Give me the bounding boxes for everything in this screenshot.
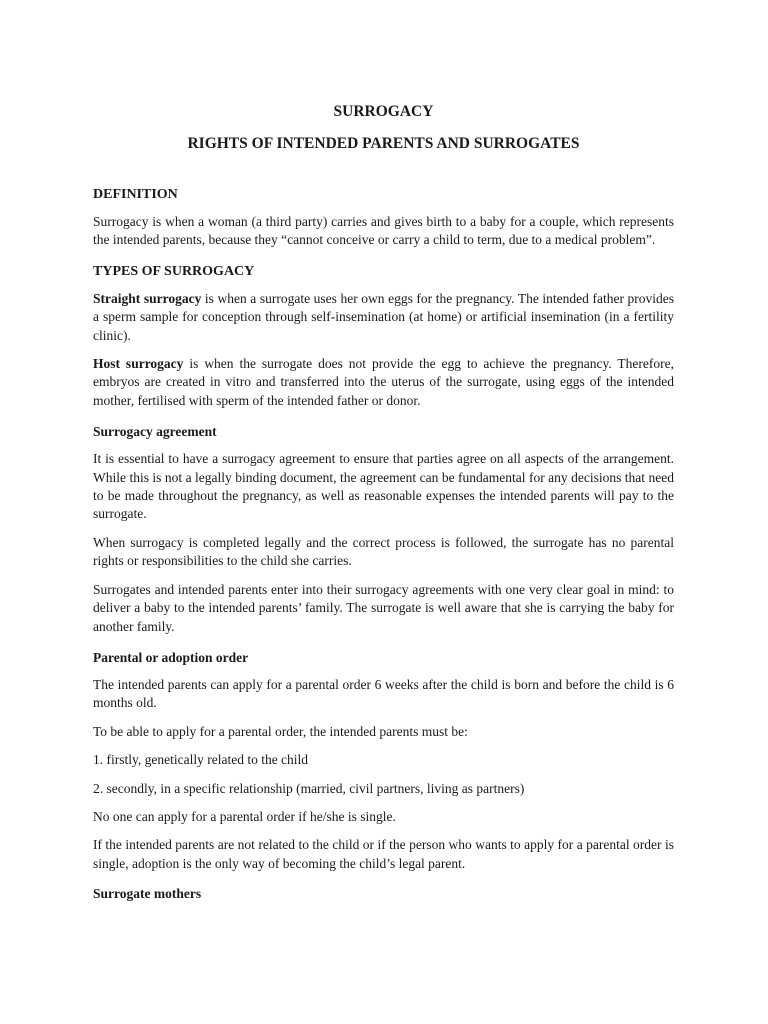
order-list-item-2: 2. secondly, in a specific relationship (married, civil partners, living as partners) xyxy=(93,780,525,796)
agreement-paragraph-3: Surrogates and intended parents enter into their surrogacy agreements with one very clear goal in mind: to deliver a baby to the intended parents’ family. The surrogate is well aware that she is carrying the baby for another family. xyxy=(93,581,674,634)
host-surrogacy-term: Host surrogacy xyxy=(93,356,184,372)
host-surrogacy-text: is when the surrogate does not provide the egg to achieve the pregnancy. Therefore, embryos are created in vitro and transferred into the uterus of the surrogate, using eggs of the intended mother, fertilised with sperm of the intended father or donor. xyxy=(93,356,674,408)
straight-surrogacy-paragraph xyxy=(93,290,674,345)
agreement-paragraph-1: It is essential to have a surrogacy agreement to ensure that parties agree on all aspects of the arrangement. While this is not a legally binding document, the agreement can be fundamental for any decisions that need to be made throughout the pregnancy, as well as reasonable expenses the intended parents will pay to the surrogate. xyxy=(93,451,674,522)
definition-paragraph: Surrogacy is when a woman (a third party) carries and gives birth to a baby for a couple, which represents the intended parents, because they “cannot conceive or carry a child to term, due to a medical problem”. xyxy=(93,214,674,248)
order-paragraph-4: If the intended parents are not related to the child or if the person who wants to apply for a parental order is single, adoption is the only way of becoming the child’s legal parent. xyxy=(93,837,674,871)
straight-surrogacy-term: Straight surrogacy xyxy=(93,290,202,306)
order-paragraph-3: No one can apply for a parental order if he/she is single. xyxy=(93,808,396,824)
order-paragraph-2: To be able to apply for a parental order, the intended parents must be: xyxy=(93,723,468,739)
document-page xyxy=(93,102,674,903)
agreement-heading: Surrogacy agreement xyxy=(93,424,217,440)
document-title: SURROGACY xyxy=(333,103,434,120)
order-list-item-1: 1. firstly, genetically related to the child xyxy=(93,752,309,768)
mothers-heading: Surrogate mothers xyxy=(93,886,202,902)
host-surrogacy-paragraph xyxy=(93,355,674,410)
agreement-paragraph-2: When surrogacy is completed legally and the correct process is followed, the surrogate has no parental rights or responsibilities to the child she carries. xyxy=(93,534,674,569)
document-subtitle: RIGHTS OF INTENDED PARENTS AND SURROGATES xyxy=(187,135,580,152)
order-heading: Parental or adoption order xyxy=(93,649,249,665)
types-heading: TYPES OF SURROGACY xyxy=(93,263,255,279)
order-paragraph-1: The intended parents can apply for a parental order 6 weeks after the child is born and before the child is 6 months old. xyxy=(93,676,674,711)
definition-heading: DEFINITION xyxy=(93,187,178,202)
straight-surrogacy-text: is when a surrogate uses her own eggs for the pregnancy. The intended father provides a sperm sample for conception through self-insemination (at home) or artificial insemination (in a fertility clinic). xyxy=(93,290,674,343)
